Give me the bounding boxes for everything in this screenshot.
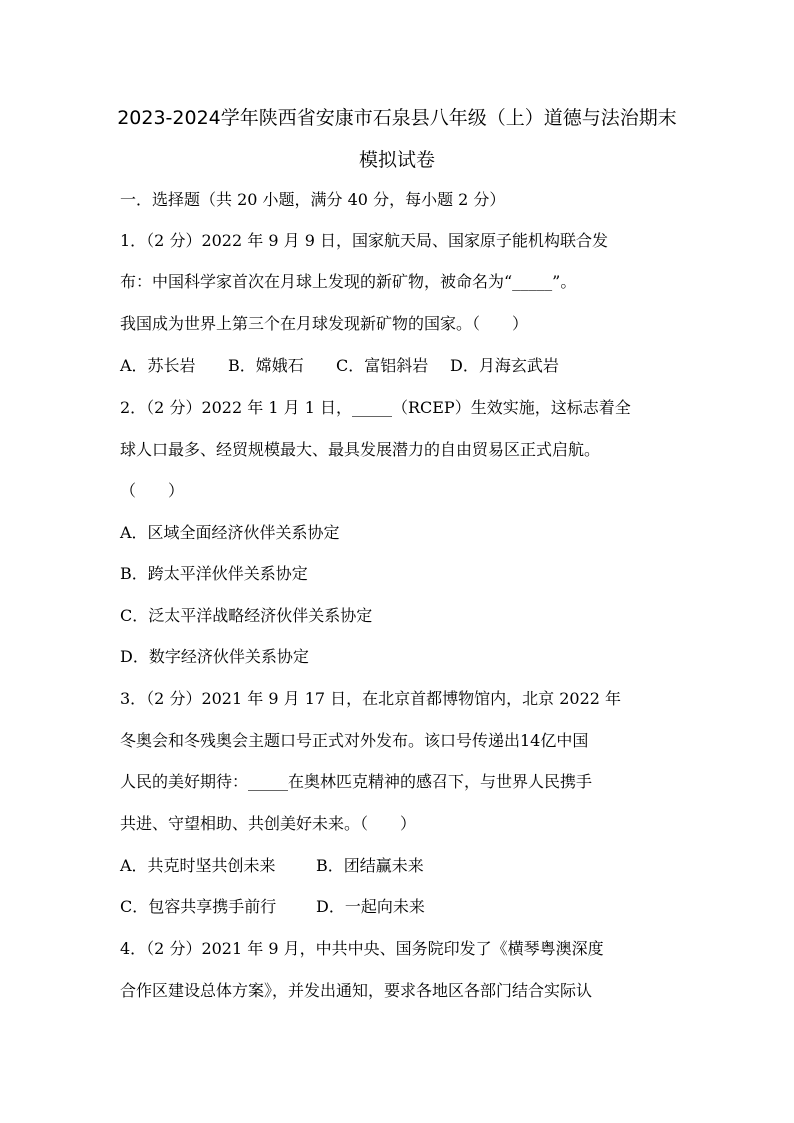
question-2-option-c[interactable]: C．泛太平洋战略经济伙伴关系协定	[120, 606, 373, 625]
question-1-line-1: 1．（2 分）2022 年 9 月 9 日，国家航天局、国家原子能机构联合发	[120, 231, 608, 250]
question-4-line-1: 4．（2 分）2021 年 9 月，中共中央、国务院印发了《横琴粤澳深度	[120, 939, 604, 958]
question-4-line-2: 合作区建设总体方案》，并发出通知，要求各地区各部门结合实际认	[120, 981, 593, 1000]
question-3-line-4: 共进、守望相助、共创美好未来。（ ）	[120, 814, 417, 833]
question-3-option-d[interactable]: D．一起向未来	[316, 897, 425, 916]
question-2-line-3: （ ）	[120, 481, 185, 500]
question-2-line-1: 2．（2 分）2022 年 1 月 1 日，_____（RCEP）生效实施，这标志着全	[120, 398, 631, 417]
exam-title-line-2: 模拟试卷	[358, 149, 435, 171]
question-2-option-a[interactable]: A．区域全面经济伙伴关系协定	[120, 523, 340, 542]
question-3-options-row-1	[120, 855, 424, 877]
question-2-option-d[interactable]: D．数字经济伙伴关系协定	[120, 647, 309, 666]
question-1-options	[120, 355, 559, 377]
exam-title-line-1: 2023-2024学年陕西省安康市石泉县八年级（上）道德与法治期末	[117, 107, 677, 129]
question-2-option-b[interactable]: B．跨太平洋伙伴关系协定	[120, 564, 308, 583]
question-1-line-3: 我国成为世界上第三个在月球发现新矿物的国家。（ ）	[120, 314, 529, 333]
section-heading: 一．选择题（共 20 小题，满分 40 分，每小题 2 分）	[120, 190, 506, 209]
question-1-option-c[interactable]: C．富铝斜岩	[336, 356, 429, 375]
question-2-line-2: 球人口最多、经贸规模最大、最具发展潜力的自由贸易区正式启航。	[120, 440, 601, 459]
question-1-line-2: 布：中国科学家首次在月球上发现的新矿物，被命名为“_____”。	[120, 272, 577, 291]
question-3-line-3: 人民的美好期待：_____在奥林匹克精神的感召下，与世界人民携手	[120, 772, 593, 791]
question-3-option-a[interactable]: A．共克时坚共创未来	[120, 856, 276, 875]
question-3-option-b[interactable]: B．团结赢未来	[316, 856, 424, 875]
question-1-option-a[interactable]: A．苏长岩	[120, 356, 196, 375]
question-3-option-c[interactable]: C．包容共享携手前行	[120, 897, 277, 916]
question-1-option-d[interactable]: D．月海玄武岩	[450, 356, 559, 375]
question-3-line-2: 冬奥会和冬残奥会主题口号正式对外发布。该口号传递出14亿中国	[120, 731, 589, 750]
question-3-options-row-2	[120, 896, 425, 918]
question-1-option-b[interactable]: B．嫦娥石	[228, 356, 304, 375]
question-3-line-1: 3．（2 分）2021 年 9 月 17 日，在北京首都博物馆内，北京 2022 年	[120, 689, 622, 708]
